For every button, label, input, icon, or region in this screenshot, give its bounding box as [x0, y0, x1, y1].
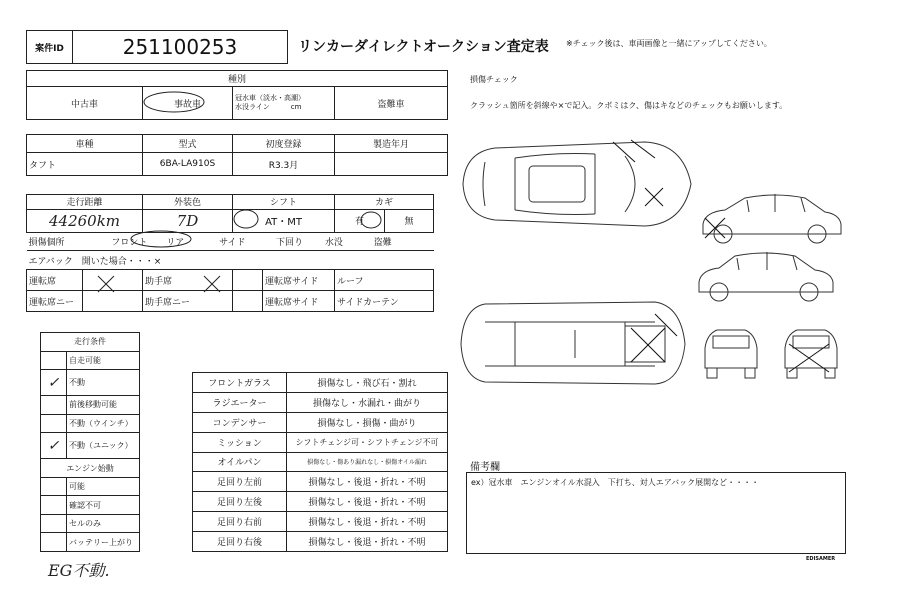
- vehicle-registration: R3.3月: [233, 153, 335, 176]
- damage-check-title: 損傷チェック: [470, 75, 518, 84]
- car-side-view-1: [703, 194, 841, 243]
- airbag-roof: ルーフ: [335, 270, 434, 291]
- specs-header-shift: シフト: [233, 195, 335, 210]
- damage-location-label: 損傷個所: [28, 237, 65, 248]
- flood-line-label: 水没ライン: [235, 103, 270, 111]
- part-options: 損傷なし・後退・折れ・不明: [287, 512, 448, 532]
- parts-table: [192, 372, 448, 552]
- part-name: コンデンサー: [193, 412, 287, 432]
- part-name: オイルパン: [193, 452, 287, 472]
- remarks-text: ex）冠水車 エンジンオイル水混入 下打ち、対人エアバック展開など・・・・: [471, 478, 760, 487]
- header-table: [26, 30, 288, 64]
- spec-marks: [26, 194, 446, 314]
- damage-rear: リア: [166, 237, 185, 248]
- color-value: 7D: [143, 209, 233, 232]
- check-self-drive: [41, 351, 67, 370]
- driving-header: 走行条件: [41, 333, 140, 352]
- case-id-label: 案件ID: [27, 31, 73, 64]
- driving-self: 自走可能: [67, 351, 140, 370]
- car-rear-view: [785, 330, 837, 378]
- under-damage-x: [631, 314, 677, 362]
- airbag-passenger-knee: 助手席ニー: [143, 291, 233, 312]
- specs-header-color: 外装色: [143, 195, 233, 210]
- mileage-value: 44260km: [27, 209, 143, 232]
- driving-immobile: 不動: [67, 370, 140, 396]
- type-header: 種別: [27, 71, 448, 87]
- parts-row: [193, 472, 448, 492]
- engine-ok: 可能: [67, 477, 140, 496]
- check-engine-ok: [41, 477, 67, 496]
- vehicle-header-model: 車種: [27, 135, 143, 153]
- driving-winch: 不動（ウインチ）: [67, 414, 140, 433]
- car-top-view: [463, 140, 691, 226]
- part-name: ラジエーター: [193, 392, 287, 412]
- parts-row: [193, 512, 448, 532]
- damage-under: 下回り: [276, 237, 304, 248]
- part-options: シフトチェンジ可・シフトチェンジ不可: [287, 432, 448, 452]
- car-front-view: [705, 330, 757, 378]
- part-options: 損傷なし・水漏れ・曲がり: [287, 392, 448, 412]
- shift-at-circle: [234, 210, 258, 228]
- parts-row: [193, 532, 448, 552]
- check-immobile: ✓: [41, 370, 67, 396]
- flood-label: 冠水車（淡水・高潮）: [235, 94, 305, 102]
- vehicle-type: 6BA-LA910S: [143, 153, 233, 176]
- check-winch: [41, 414, 67, 433]
- damage-theft: 盗難: [373, 237, 392, 248]
- car-side-view-2: [699, 252, 833, 301]
- check-engine-battery: [41, 533, 67, 552]
- vehicle-header-registration: 初度登録: [233, 135, 335, 153]
- damage-submerged: 水没: [324, 237, 343, 248]
- vehicle-header-type: 型式: [143, 135, 233, 153]
- part-name: 足回り左前: [193, 472, 287, 492]
- side-damage-x: [705, 218, 725, 238]
- airbag-driver-side: 運転席サイド: [263, 270, 335, 291]
- damage-check-instruction: クラッシュ箇所を斜線や×で記入。クボミはク、傷はキなどのチェックもお願いします。: [470, 101, 788, 110]
- part-options: 損傷なし・後退・折れ・不明: [287, 532, 448, 552]
- damage-side: サイド: [219, 237, 246, 248]
- brand-logo: EDISAMER: [806, 556, 836, 562]
- type-flood: [233, 87, 335, 120]
- part-name: 足回り右前: [193, 512, 287, 532]
- engine-header: エンジン始動: [41, 459, 140, 478]
- car-diagram: [455, 122, 855, 392]
- check-unic: ✓: [41, 433, 67, 459]
- case-id-value: 251100253: [73, 31, 288, 64]
- airbag-driver: 運転席: [27, 270, 83, 291]
- specs-header-key: カギ: [335, 195, 434, 210]
- car-underside-view: [461, 302, 685, 384]
- front-circle: [131, 231, 191, 247]
- engine-unknown: 確認不可: [67, 496, 140, 515]
- airbag-passenger: 助手席: [143, 270, 233, 291]
- check-movable: [41, 396, 67, 415]
- engine-battery: バッテリー上がり: [67, 533, 140, 552]
- parts-row: [193, 452, 448, 472]
- header-note: ※チェック後は、車両画像と一緒にアップしてください。: [566, 39, 772, 48]
- type-table: [26, 70, 448, 120]
- type-stolen: 盗難車: [335, 87, 448, 120]
- shift-value: AT・MT: [233, 209, 335, 232]
- accident-circle-mark: [140, 90, 210, 116]
- flood-unit: cm: [290, 103, 302, 111]
- driving-movable: 前後移動可能: [67, 396, 140, 415]
- engine-cell: セルのみ: [67, 514, 140, 533]
- airbag-driver-x: [98, 276, 114, 292]
- top-damage-x: [613, 140, 663, 206]
- key-no: 無: [385, 209, 434, 232]
- parts-row: [193, 432, 448, 452]
- airbag-driver-side-2: 運転席サイド: [263, 291, 335, 312]
- part-options: 損傷なし・後退・折れ・不明: [287, 472, 448, 492]
- airbag-driver-knee: 運転席ニー: [27, 291, 83, 312]
- remarks-box: [466, 472, 846, 554]
- check-engine-cell: [41, 514, 67, 533]
- part-name: フロントガラス: [193, 373, 287, 393]
- type-accident-label: 事故車: [173, 99, 201, 110]
- part-name: 足回り左後: [193, 492, 287, 512]
- part-options: 損傷なし・損傷・曲がり: [287, 412, 448, 432]
- key-yes: 有: [335, 209, 385, 232]
- parts-row: [193, 492, 448, 512]
- vehicle-header-manufacture: 製造年月: [335, 135, 448, 153]
- part-name: 足回り右後: [193, 532, 287, 552]
- part-options: 損傷なし・飛び石・割れ: [287, 373, 448, 393]
- damage-front: フロント: [111, 237, 148, 248]
- part-name: ミッション: [193, 432, 287, 452]
- part-options: 損傷なし・傷あり漏れなし・損傷オイル漏れ: [287, 452, 448, 472]
- key-yes-circle: [361, 212, 381, 228]
- parts-row: [193, 392, 448, 412]
- airbag-side-curtain: サイドカーテン: [335, 291, 434, 312]
- page-title: リンカーダイレクトオークション査定表: [298, 39, 549, 55]
- vehicle-model: タフト: [27, 153, 143, 176]
- check-engine-unknown: [41, 496, 67, 515]
- vehicle-table: [26, 134, 448, 176]
- vehicle-manufacture: [335, 153, 448, 176]
- remarks-title: 備考欄: [470, 462, 500, 473]
- specs-header-mileage: 走行距離: [27, 195, 143, 210]
- driving-table: [40, 332, 140, 552]
- driving-unic: 不動（ユニック）: [67, 433, 140, 459]
- part-options: 損傷なし・後退・折れ・不明: [287, 492, 448, 512]
- parts-row: [193, 412, 448, 432]
- airbag-passenger-x: [204, 276, 220, 292]
- parts-row: [193, 373, 448, 393]
- handwritten-note: EG不動.: [48, 561, 110, 580]
- type-used: 中古車: [27, 87, 143, 120]
- airbag-header: エアバック 開いた場合・・・×: [27, 251, 434, 270]
